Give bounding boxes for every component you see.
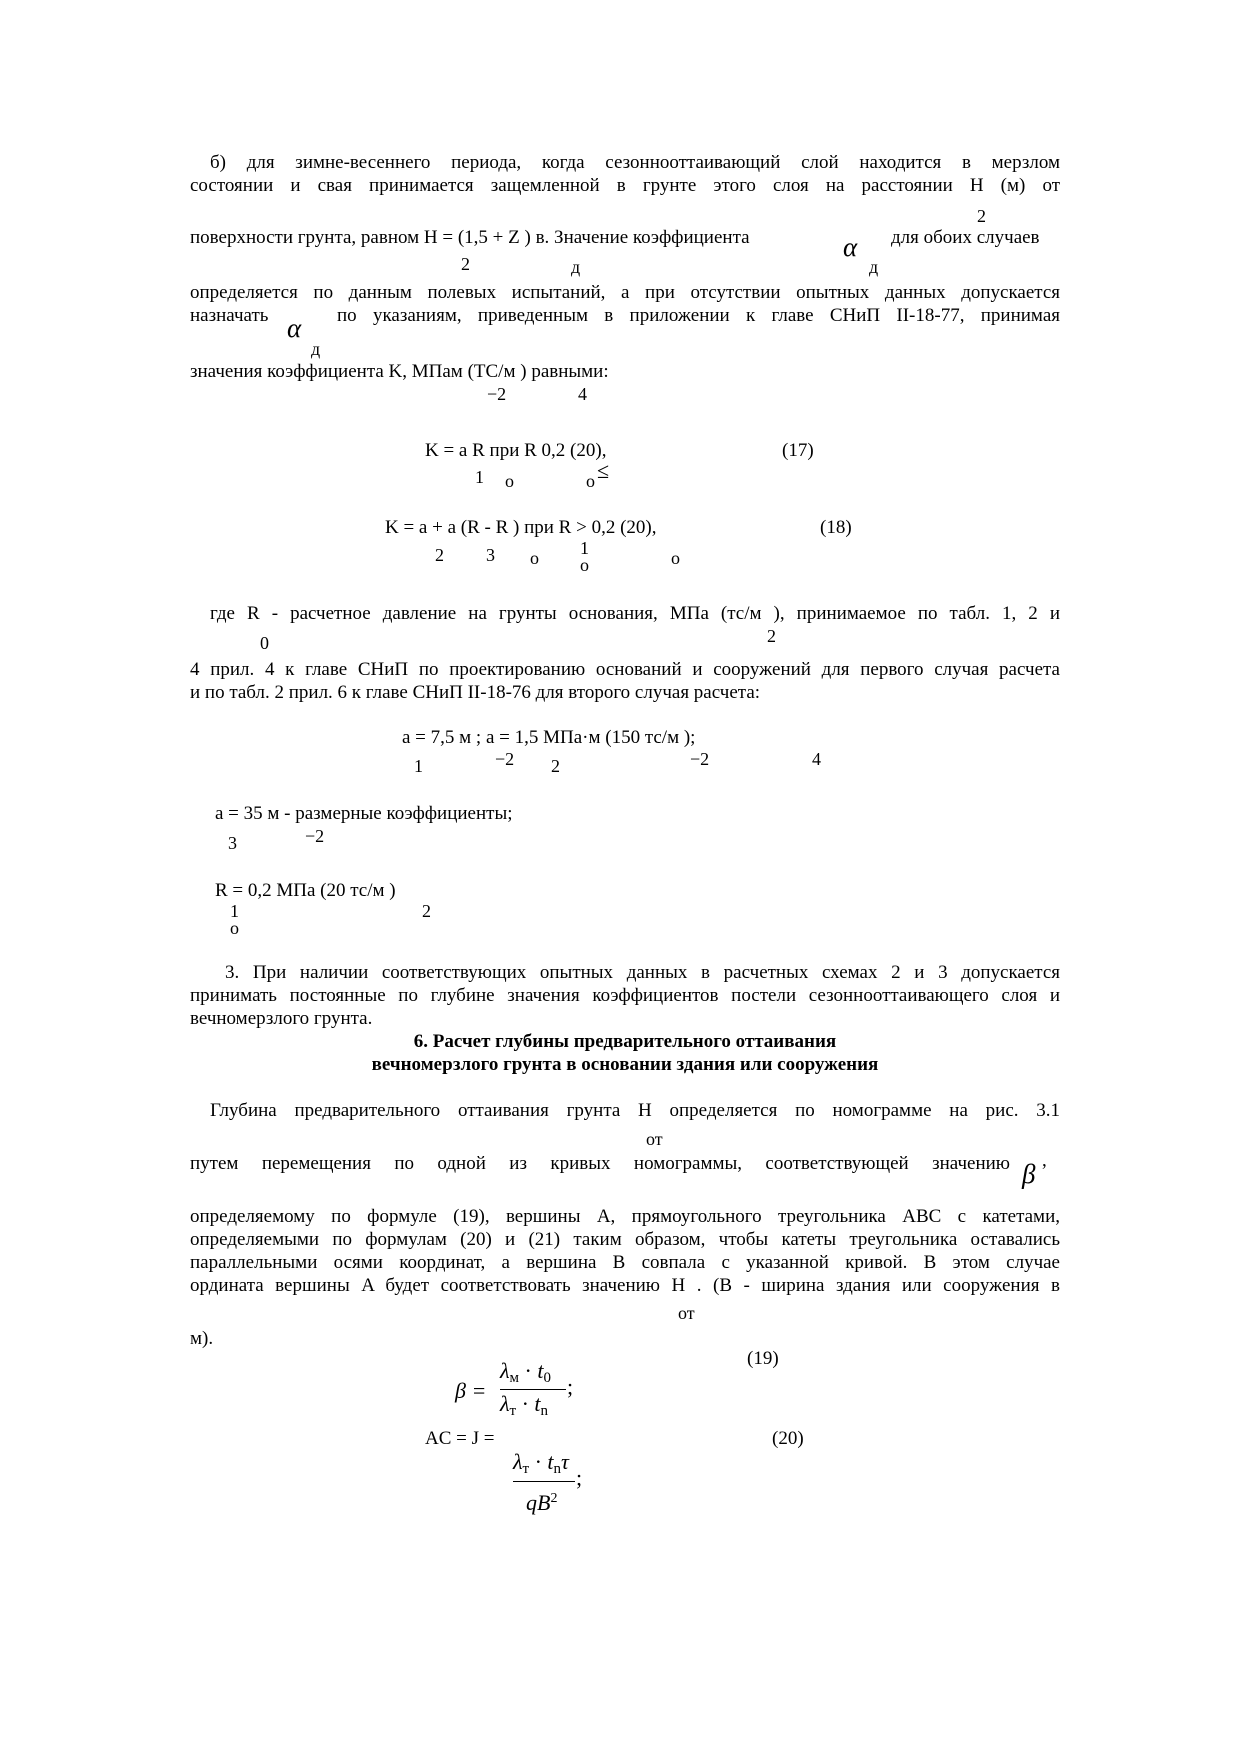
dot-3: · xyxy=(529,1449,548,1474)
para-b-line5: по указаниям, приведенным в приложении к главе СНиП II-18-77, принимая xyxy=(337,305,1060,326)
para-4-line7: м). xyxy=(190,1328,214,1349)
eq19-numerator xyxy=(500,1360,551,1389)
where-line3: и по табл. 2 прил. 6 к главе СНиП II-18-76 для второго случая расчета: xyxy=(190,682,761,703)
eq18-sub-o2: o xyxy=(580,555,589,575)
sub-d-alpha-2: д xyxy=(311,339,321,359)
tau-symbol: τ xyxy=(561,1449,569,1474)
section-title-line1: 6. Расчет глубины предварительного оттаивания xyxy=(413,1031,837,1052)
coef-r-sub-o: o xyxy=(230,918,239,938)
sub-m2: −2 xyxy=(487,384,507,404)
lambda-t-eq20: λ xyxy=(513,1449,523,1474)
sub-h2: 2 xyxy=(977,206,986,226)
t-n-sub: n xyxy=(540,1403,549,1419)
para-b-line3-end: для обоих случаев xyxy=(891,227,1040,248)
leq-symbol: ≤ xyxy=(597,458,610,483)
coef-sub-2: 2 xyxy=(551,756,560,776)
where-sub-0: 0 xyxy=(260,633,269,653)
beta-symbol: β xyxy=(1022,1159,1036,1189)
section-title-line2: вечномерзлого грунта в основании здания или сооружения xyxy=(371,1054,879,1075)
eq18-sub-3: 3 xyxy=(486,545,495,565)
para-4-sub-ot-2: от xyxy=(678,1303,695,1323)
para-4-line6: ордината вершины A будет соответствовать значению H . (B - ширина здания или сооружения в xyxy=(190,1275,1060,1296)
coef-a3-sub-m2: −2 xyxy=(305,826,325,846)
lambda-m: λ xyxy=(500,1358,510,1383)
para-b-line4: определяется по данным полевых испытаний, а при отсутствии опытных данных допускается xyxy=(190,282,1060,303)
equation-17-number: (17) xyxy=(782,440,814,461)
eq20-numerator xyxy=(513,1451,569,1480)
eq18-sub-o: o xyxy=(530,548,539,568)
para-4-comma: , xyxy=(1042,1150,1047,1171)
para-4-line2: путем перемещения по одной из кривых номограммы, соответствующей значению xyxy=(190,1153,1010,1174)
para-4-line3: определяемому по формуле (19), вершины A, прямоугольного треугольника ABC с катетами, xyxy=(190,1206,1060,1227)
lambda-t-sub: т xyxy=(509,1403,517,1419)
t-n-eq20: t xyxy=(547,1449,554,1474)
alpha-symbol-2: α xyxy=(287,313,302,343)
dot-1: · xyxy=(519,1358,538,1383)
coef-a3: a = 35 м - размерные коэффициенты; xyxy=(215,803,513,824)
para-3-line2: принимать постоянные по глубине значения коэффициентов постели сезоннооттаивающего слоя и xyxy=(190,985,1060,1006)
lambda-t: λ xyxy=(500,1391,510,1416)
coef-r1: R = 0,2 МПа (20 тс/м ) xyxy=(215,880,396,901)
para-4-line1: Глубина предварительного оттаивания грунта H определяется по номограмме на рис. 3.1 xyxy=(210,1100,1060,1121)
para-4-line5: параллельными осями координат, а вершина B совпала с указанной кривой. В этом случае xyxy=(190,1252,1060,1273)
eq20-semicolon: ; xyxy=(576,1465,583,1490)
coef-sub-1: 1 xyxy=(414,756,423,776)
para-b-line2: состоянии и свая принимается защемленной в грунте этого слоя на расстоянии H (м) от xyxy=(190,175,1060,196)
dot-2: · xyxy=(516,1391,535,1416)
where-line2: 4 прил. 4 к главе СНиП по проектированию оснований и сооружений для первого случая расчета xyxy=(190,659,1060,680)
eq20-denominator xyxy=(526,1488,557,1514)
eq18-sub-1: 1 xyxy=(580,538,589,558)
eq19-denominator xyxy=(500,1393,548,1422)
eq19-lhs xyxy=(455,1380,486,1402)
coef-sub-m2: −2 xyxy=(495,749,515,769)
t-n-eq20-sub: n xyxy=(553,1461,562,1477)
eq20-fraction-line xyxy=(513,1481,575,1482)
where-line1: где R - расчетное давление на грунты основания, МПа (тс/м ), принимаемое по табл. 1, 2 и xyxy=(210,603,1060,624)
sub-d-alpha: д xyxy=(869,257,879,277)
para-b-line5-start: назначать xyxy=(190,305,269,326)
sub-4: 4 xyxy=(578,384,587,404)
coef-a3-sub-3: 3 xyxy=(228,833,237,853)
coef-sub-4: 4 xyxy=(812,749,821,769)
q-b: qB xyxy=(526,1490,551,1515)
eq18-sub-2: 2 xyxy=(435,545,444,565)
para-3-line1: 3. При наличии соответствующих опытных данных в расчетных схемах 2 и 3 допускается xyxy=(225,962,1060,983)
para-3-line3: вечномерзлого грунта. xyxy=(190,1008,373,1029)
coef-r-sub-2: 2 xyxy=(422,901,431,921)
b-power: 2 xyxy=(550,1491,558,1506)
para-b-line1: б) для зимне-весеннего периода, когда сезоннооттаивающий слой находится в мерзлом xyxy=(210,152,1060,173)
lambda-m-sub: м xyxy=(509,1370,520,1386)
para-4-sub-ot: от xyxy=(646,1129,663,1149)
lambda-t-eq20-sub: т xyxy=(522,1461,530,1477)
para-b-line3: поверхности грунта, равном H = (1,5 + Z ) в. Значение коэффициента xyxy=(190,227,750,248)
eq18-sub-o3: o xyxy=(671,548,680,568)
eq17-sub-o: o xyxy=(505,471,514,491)
alpha-symbol: α xyxy=(843,232,858,262)
para-b-line6: значения коэффициента K, МПам (ТС/м ) равными: xyxy=(190,361,609,382)
where-sub-2: 2 xyxy=(767,626,776,646)
coef-r-sub-1: 1 xyxy=(230,901,239,921)
equation-17: K = a R при R 0,2 (20), xyxy=(425,440,607,461)
eq17-sub-1: 1 xyxy=(475,467,484,487)
t-n: t xyxy=(534,1391,541,1416)
equation-20-label: AC = J = xyxy=(425,1428,495,1449)
eq17-sub-o2: o xyxy=(586,471,595,491)
beta-symbol-eq19: β = xyxy=(455,1378,487,1403)
equation-18: K = a + a (R - R ) при R > 0,2 (20), xyxy=(385,517,657,538)
eq19-fraction-line xyxy=(500,1389,566,1390)
coef-sub-m2b: −2 xyxy=(690,749,710,769)
coef-a1-a2: a = 7,5 м ; a = 1,5 МПа·м (150 тс/м ); xyxy=(402,727,696,748)
para-4-line4: определяемыми по формулам (20) и (21) таким образом, чтобы катеты треугольника оставались xyxy=(190,1229,1060,1250)
sub-2: 2 xyxy=(461,254,470,274)
eq19-semicolon: ; xyxy=(567,1374,574,1399)
sub-d: д xyxy=(571,257,581,277)
t-0: t xyxy=(537,1358,544,1383)
t-0-sub: 0 xyxy=(543,1370,551,1386)
equation-18-number: (18) xyxy=(820,517,852,538)
equation-20-number: (20) xyxy=(772,1428,804,1449)
equation-19-number: (19) xyxy=(747,1348,779,1369)
